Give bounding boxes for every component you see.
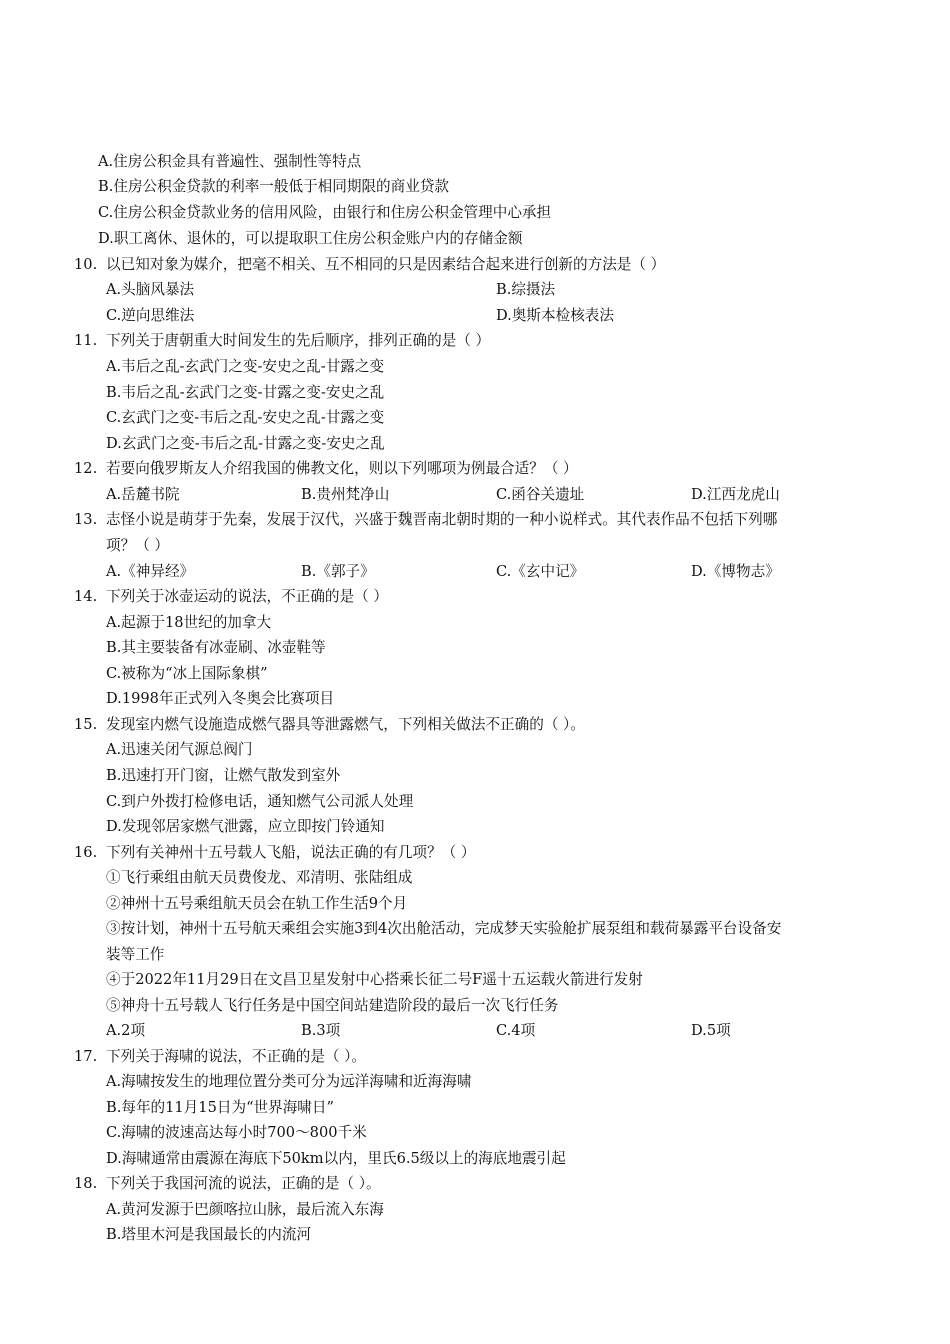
option-b: B.其主要装备有冰壶刷、冰壶鞋等 [106,639,326,656]
q9-option-d: D.职工离休、退休的，可以提取职工住房公积金账户内的存储金额 [98,230,523,247]
question-number: 11. [74,332,98,349]
option-d: D.奥斯本检核表法 [496,307,614,324]
question-stem: 下列关于唐朝重大时间发生的先后顺序，排列正确的是（ ） [106,332,491,349]
question-number: 17. [74,1048,98,1065]
option-c: C.玄武门之变-韦后之乱-安史之乱-甘露之变 [106,409,385,426]
option-a: A.黄河发源于巴颜喀拉山脉，最后流入东海 [106,1201,384,1218]
option-d: D.江西龙虎山 [691,486,780,503]
option-a: A.韦后之乱-玄武门之变-安史之乱-甘露之变 [106,358,385,375]
option-a: A.海啸按发生的地理位置分类可分为远洋海啸和近海海啸 [106,1073,472,1090]
question-stem: 若要向俄罗斯友人介绍我国的佛教文化，则以下列哪项为例最合适？（ ） [106,460,578,477]
option-c: C.海啸的波速高达每小时700～800千米 [106,1124,367,1141]
option-d: D.发现邻居家燃气泄露，应立即按门铃通知 [106,818,385,835]
option-b: B.综摄法 [496,281,556,298]
option-c: C.函谷关遗址 [496,486,585,503]
question-stem: 下列关于我国河流的说法，正确的是（ ）。 [106,1175,381,1192]
question-number: 15. [74,716,98,733]
option-d: D.《博物志》 [691,563,780,580]
option-c: C.《玄中记》 [496,563,585,580]
option-a: A.《神异经》 [106,563,195,580]
question-stem: 以已知对象为媒介，把毫不相关、互不相同的只是因素结合起来进行创新的方法是（ ） [106,256,666,273]
option-c: C.4项 [496,1022,536,1039]
option-c: C.逆向思维法 [106,307,195,324]
q9-option-c: C.住房公积金贷款业务的信用风险，由银行和住房公积金管理中心承担 [98,204,552,221]
question-stem: 下列关于冰壶运动的说法，不正确的是（ ） [106,588,388,605]
question-stem: 发现室内燃气设施造成燃气器具等泄露燃气，下列相关做法不正确的（ ）。 [106,716,585,733]
statement-3: ③按计划，神州十五号航天乘组会实施3到4次出舱活动，完成梦天实验舱扩展泵组和载荷暴露平台设备安 [106,920,782,937]
question-number: 12. [74,460,98,477]
option-b: B.塔里木河是我国最长的内流河 [106,1226,312,1243]
option-a: A.起源于18世纪的加拿大 [106,614,272,631]
q9-option-b: B.住房公积金贷款的利率一般低于相同期限的商业贷款 [98,178,450,195]
q9-option-a: A.住房公积金具有普遍性、强制性等特点 [98,153,362,170]
option-b: B.韦后之乱-玄武门之变-甘露之变-安史之乱 [106,384,385,401]
statement-1: ①飞行乘组由航天员费俊龙、邓清明、张陆组成 [106,869,413,886]
option-d: D.海啸通常由震源在海底下50km以内，里氏6.5级以上的海底地震引起 [106,1150,566,1167]
option-b: B.3项 [301,1022,341,1039]
question-stem-continued: 项？（ ） [106,537,170,554]
question-number: 14. [74,588,98,605]
option-d: D.5项 [691,1022,731,1039]
question-number: 13. [74,511,98,528]
statement-4: ④于2022年11月29日在文昌卫星发射中心搭乘长征二号F遥十五运载火箭进行发射 [106,971,643,988]
option-c: C.被称为“冰上国际象棋” [106,665,268,682]
option-b: B.《郭子》 [301,563,375,580]
option-d: D.玄武门之变-韦后之乱-甘露之变-安史之乱 [106,435,385,452]
question-stem: 下列有关神州十五号载人飞船，说法正确的有几项？（ ） [106,844,476,861]
question-stem: 下列关于海啸的说法，不正确的是（ ）。 [106,1048,367,1065]
option-b: B.每年的11月15日为“世界海啸日” [106,1099,334,1116]
option-b: B.迅速打开门窗，让燃气散发到室外 [106,767,341,784]
question-number: 16. [74,844,98,861]
statement-3-continued: 装等工作 [106,946,165,963]
option-a: A.迅速关闭气源总阀门 [106,741,253,758]
question-number: 10. [74,256,98,273]
option-a: A.岳麓书院 [106,486,180,503]
statement-5: ⑤神舟十五号载人飞行任务是中国空间站建造阶段的最后一次飞行任务 [106,997,559,1014]
option-a: A.2项 [106,1022,146,1039]
option-a: A.头脑风暴法 [106,281,195,298]
question-stem: 志怪小说是萌芽于先秦，发展于汉代，兴盛于魏晋南北朝时期的一种小说样式。其代表作品不包括下列哪 [106,511,778,528]
statement-2: ②神州十五号乘组航天员会在轨工作生活9个月 [106,895,408,912]
question-number: 18. [74,1175,98,1192]
option-c: C.到户外拨打检修电话，通知燃气公司派人处理 [106,793,414,810]
option-b: B.贵州梵净山 [301,486,390,503]
option-d: D.1998年正式列入冬奥会比赛项目 [106,690,335,707]
